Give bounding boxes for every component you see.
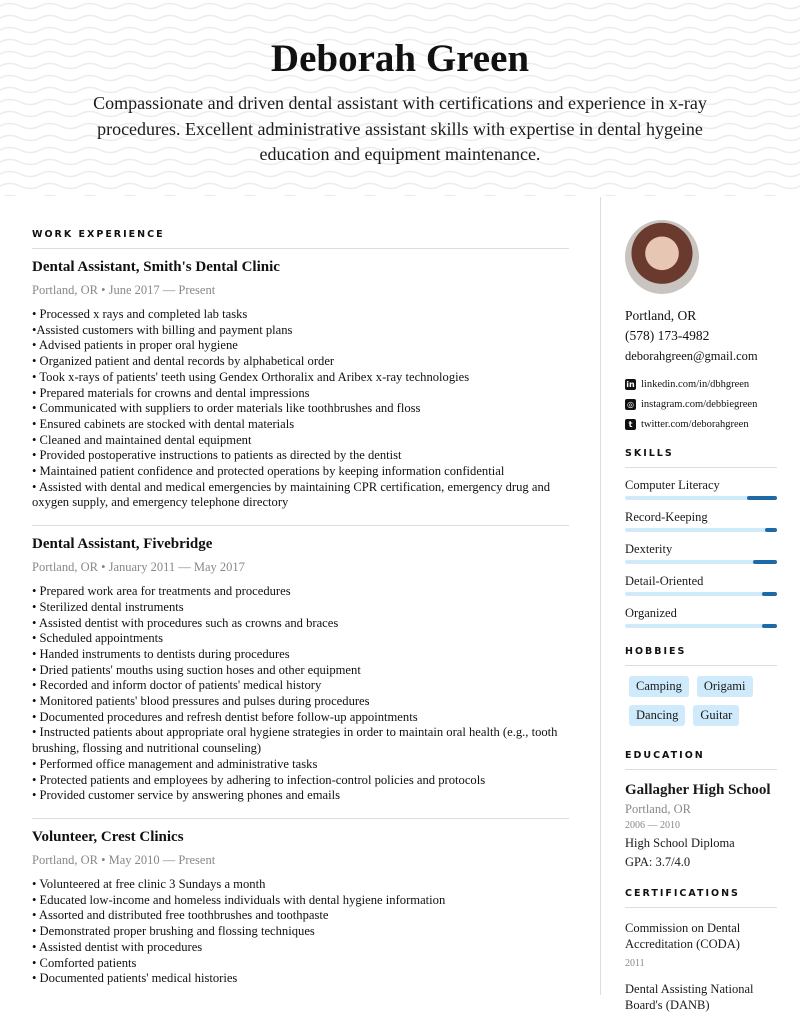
skill-level-bar	[625, 592, 777, 596]
bullet-item: •Assisted customers with billing and payment plans	[32, 322, 293, 337]
bullet-item: • Instructed patients about appropriate oral hygiene strategies in order to maintain oral health (e.g., tooth brushing, flossing and nutritional counseling)	[32, 725, 558, 756]
school-name: Gallagher High School	[625, 782, 771, 798]
job-title: Volunteer, Crest Clinics	[32, 828, 184, 845]
phone: (578) 173-4982	[625, 328, 710, 343]
hobby-tag: Camping	[629, 676, 689, 697]
skill-level-fill	[753, 560, 777, 564]
skill-level-bar	[625, 528, 777, 532]
section-title: SKILLS	[625, 448, 777, 468]
hobby-tag: Dancing	[629, 705, 685, 726]
bullet-item: • Comforted patients	[32, 955, 137, 970]
skill-level-bar	[625, 624, 777, 628]
job-meta: Portland, OR • June 2017 — Present	[32, 283, 216, 297]
bullet-item: • Demonstrated proper brushing and flossing techniques	[32, 924, 315, 939]
bullet-item: • Communicated with suppliers to order materials like toothbrushes and floss	[32, 401, 421, 416]
bullet-item: • Protected patients and employees by adhering to infection-control policies and protocols	[32, 772, 486, 787]
bullet-item: • Prepared materials for crowns and dental impressions	[32, 385, 310, 400]
header	[0, 0, 800, 196]
bullet-item: • Assisted with dental and medical emergencies by maintaining CPR certification, emergency drug and oxygen supply, and emergency telephone directory	[32, 479, 551, 510]
name-heading: Deborah Green	[270, 37, 530, 80]
bullet-item: • Documented patients' medical histories	[32, 971, 238, 986]
bullet-item: • Assorted and distributed free toothbrushes and toothpaste	[32, 908, 329, 923]
skill-item	[625, 606, 777, 628]
twitter-icon: t	[625, 419, 636, 430]
bullet-item: • Assisted dentist with procedures	[32, 939, 203, 954]
bullet-item: • Ensured cabinets are stocked with dental materials	[32, 416, 295, 431]
job-meta: Portland, OR • January 2011 — May 2017	[32, 560, 245, 575]
linkedin-icon: in	[626, 379, 635, 389]
section-title: WORK EXPERIENCE	[32, 229, 569, 249]
hobby-tag: Origami	[697, 676, 753, 697]
skill-level-fill	[762, 624, 777, 628]
skill-item	[625, 478, 777, 500]
skill-level-fill	[765, 528, 777, 532]
social-link[interactable]	[625, 414, 777, 434]
skill-label: Organized	[625, 606, 677, 620]
bullet-item: • Took x-rays of patients' teeth using Gendex Orthoralix and Aribex x-ray technologies	[32, 369, 470, 384]
skill-item	[625, 542, 777, 564]
bullet-item: • Recorded and inform doctor of patients' medical history	[32, 678, 322, 693]
bullet-item: • Educated low-income and homeless individuals with dental hygiene information	[32, 892, 446, 907]
job-entry	[32, 819, 569, 1001]
job-title: Dental Assistant, Smith's Dental Clinic	[32, 259, 280, 275]
bullet-item: • Sterilized dental instruments	[32, 599, 184, 614]
job-title: Dental Assistant, Fivebridge	[32, 536, 213, 553]
bullet-item: • Handed instruments to dentists during procedures	[32, 646, 290, 661]
avatar	[625, 220, 699, 294]
instagram-icon: ◎	[625, 399, 636, 410]
bullet-item: • Documented procedures and refresh dentist before follow-up appointments	[32, 709, 418, 724]
skill-label: Detail-Oriented	[625, 574, 704, 588]
degree: High School Diploma	[625, 836, 735, 850]
job-meta: Portland, OR • May 2010 — Present	[32, 852, 216, 867]
location: Portland, OR	[625, 308, 697, 323]
skill-level-bar	[625, 496, 777, 500]
section-title: CERTIFICATIONS	[625, 888, 777, 908]
bullet-item: • Advised patients in proper oral hygiene	[32, 338, 238, 353]
work-experience-section	[32, 229, 569, 1001]
skill-level-bar	[625, 560, 777, 564]
email: deborahgreen@gmail.com	[625, 349, 758, 363]
bullet-item: • Organized patient and dental records by alphabetical order	[32, 354, 335, 369]
bullet-item: • Processed x rays and completed lab tasks	[32, 307, 248, 321]
job-entry	[32, 249, 569, 526]
section-title: HOBBIES	[625, 646, 777, 666]
social-link-text: linkedin.com/in/dbhgreen	[641, 378, 750, 390]
skill-label: Record-Keeping	[625, 510, 708, 524]
bullet-item: • Assisted dentist with procedures such as crowns and braces	[32, 615, 339, 630]
cert-name: Dental Assisting National Board's (DANB)	[625, 982, 754, 1012]
skill-label: Computer Literacy	[625, 478, 720, 492]
cert-year: 2011	[625, 958, 645, 969]
bullet-item: • Scheduled appointments	[32, 631, 164, 646]
column-divider	[600, 197, 601, 995]
cert-name: Commission on Dental Accreditation (CODA)	[625, 921, 741, 951]
bullet-item: • Provided postoperative instructions to patients as directed by the dentist	[32, 448, 402, 463]
skill-item	[625, 574, 777, 596]
skill-level-fill	[747, 496, 777, 500]
bullet-item: • Prepared work area for treatments and procedures	[32, 584, 291, 599]
bullet-item: • Monitored patients' blood pressures and pulses during procedures	[32, 694, 370, 709]
social-link-text: twitter.com/deborahgreen	[641, 418, 749, 430]
skill-label: Dexterity	[625, 542, 673, 556]
section-title: EDUCATION	[625, 750, 777, 770]
hobby-tag: Guitar	[693, 705, 739, 726]
school-location: Portland, OR	[625, 802, 691, 816]
job-entry	[32, 526, 569, 819]
skill-level-fill	[762, 592, 777, 596]
gpa: GPA: 3.7/4.0	[625, 855, 691, 869]
bullet-item: • Maintained patient confidence and protected operations by keeping information confidential	[32, 464, 505, 479]
skill-item	[625, 510, 777, 532]
school-years: 2006 — 2010	[625, 820, 680, 831]
bullet-item: • Dried patients' mouths using suction hoses and other equipment	[32, 662, 361, 677]
sidebar	[625, 220, 777, 1013]
bullet-item: • Performed office management and administrative tasks	[32, 756, 318, 771]
bullet-item: • Provided customer service by answering phones and emails	[32, 788, 340, 803]
bullet-item: • Volunteered at free clinic 3 Sundays a month	[32, 876, 266, 891]
social-link-text: instagram.com/debbiegreen	[641, 398, 758, 410]
summary: Compassionate and driven dental assistant with certifications and experience in x-ray procedures. Excellent administrative assistant skills with expertise in dental hygeine education and equipment maintenance.	[93, 93, 707, 164]
social-link[interactable]	[625, 394, 777, 414]
social-link[interactable]	[625, 374, 777, 394]
bullet-item: • Cleaned and maintained dental equipment	[32, 432, 252, 447]
